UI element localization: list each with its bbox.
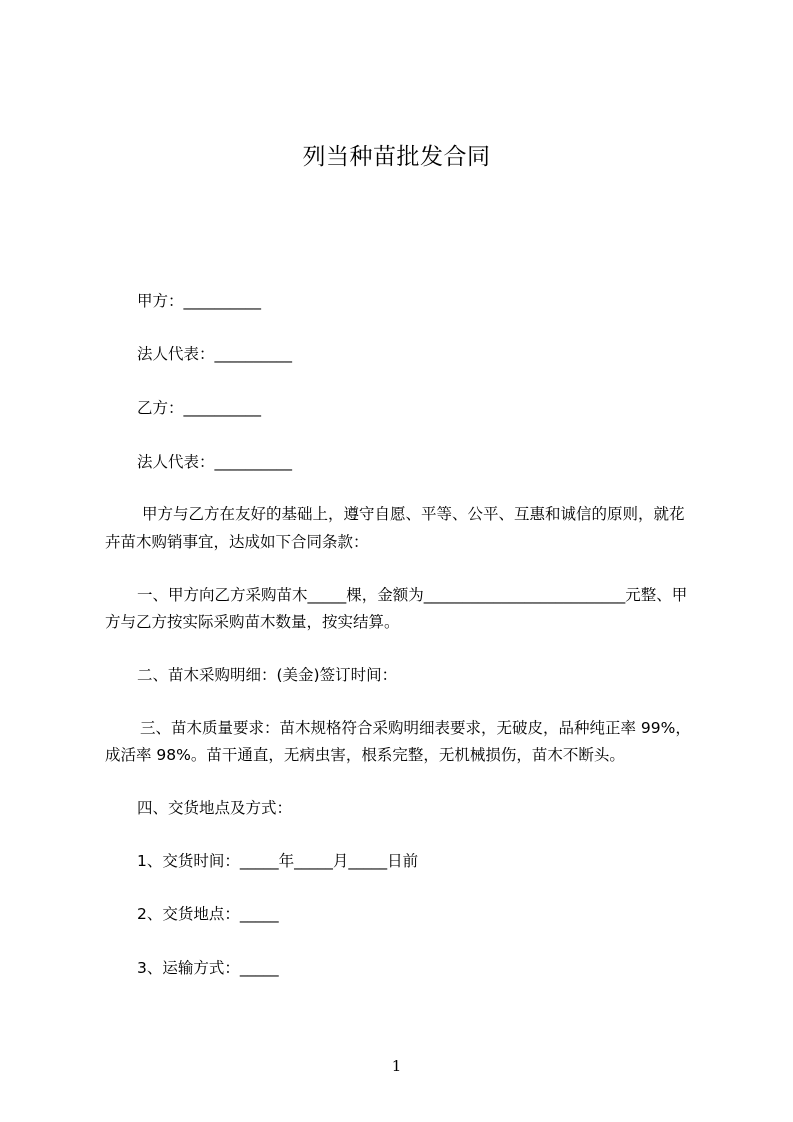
party-a-line: 甲方：__________	[137, 292, 262, 310]
party-b-line: 乙方：__________	[137, 399, 262, 417]
clause-2-line: 二、苗木采购明细：(美金)签订时间：	[137, 666, 398, 684]
document-title: 列当种苗批发合同	[302, 144, 491, 170]
intro-paragraph-line-1: 甲方与乙方在友好的基础上，遵守自愿、平等、公平、互惠和诚信的原则，就花	[142, 505, 685, 523]
clause-4-line: 四、交货地点及方式：	[137, 799, 293, 817]
party-b-legal-rep-line: 法人代表：__________	[137, 453, 293, 471]
party-a-legal-rep-line: 法人代表：__________	[137, 345, 293, 363]
transport-method-line: 3、运输方式：_____	[137, 959, 279, 977]
intro-paragraph-line-2: 卉苗木购销事宜，达成如下合同条款：	[105, 533, 369, 551]
clause-3-line-1: 三、苗木质量要求：苗木规格符合采购明细表要求，无破皮，品种纯正率 99%，	[140, 719, 691, 737]
clause-3-line-2: 成活率 98%。苗干通直，无病虫害，根系完整，无机械损伤，苗木不断头。	[105, 746, 625, 764]
clause-1-line-1: 一、甲方向乙方采购苗木_____棵，金额为__________________________元整、甲	[137, 586, 688, 604]
delivery-time-line: 1、交货时间：_____年_____月_____日前	[137, 852, 419, 870]
page-number: 1	[391, 1057, 402, 1075]
clause-1-line-2: 方与乙方按实际采购苗木数量，按实结算。	[105, 613, 400, 631]
delivery-location-line: 2、交货地点：_____	[137, 905, 279, 923]
